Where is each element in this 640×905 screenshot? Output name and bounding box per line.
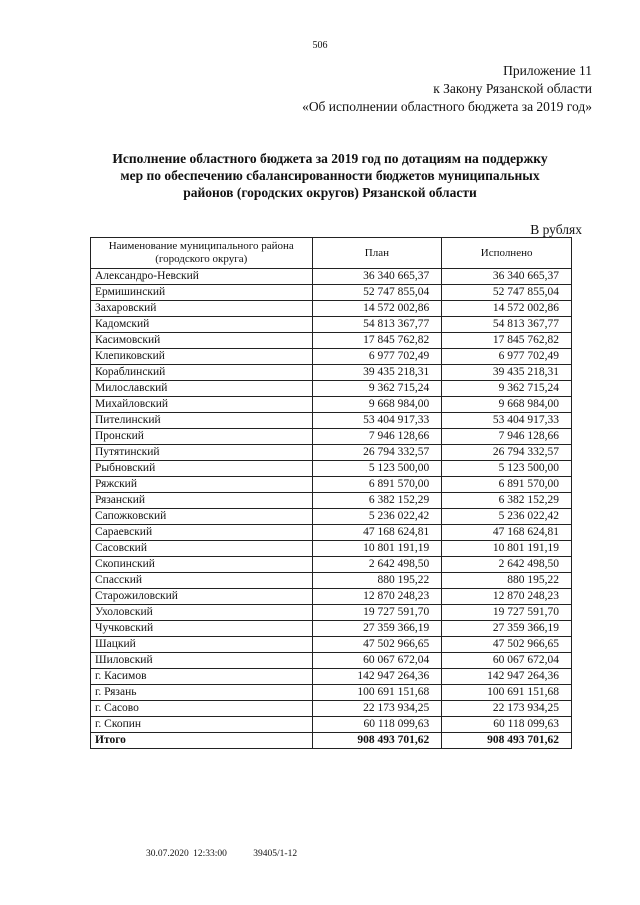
cell-executed: 6 977 702,49 <box>442 349 572 365</box>
table-row <box>91 669 572 685</box>
table-row <box>91 429 572 445</box>
cell-municipality: Чучковский <box>91 621 313 637</box>
table-row <box>91 653 572 669</box>
cell-plan: 6 382 152,29 <box>312 493 442 509</box>
table-row <box>91 349 572 365</box>
cell-plan: 2 642 498,50 <box>312 557 442 573</box>
table-row <box>91 573 572 589</box>
cell-executed: 22 173 934,25 <box>442 701 572 717</box>
appendix-header <box>302 62 592 116</box>
cell-plan: 17 845 762,82 <box>312 333 442 349</box>
budget-table <box>90 237 572 749</box>
cell-plan: 52 747 855,04 <box>312 285 442 301</box>
cell-executed: 39 435 218,31 <box>442 365 572 381</box>
cell-municipality: Ряжский <box>91 477 313 493</box>
cell-executed: 60 118 099,63 <box>442 717 572 733</box>
cell-municipality: Рыбновский <box>91 461 313 477</box>
cell-executed: 7 946 128,66 <box>442 429 572 445</box>
table-row <box>91 509 572 525</box>
cell-municipality: Скопинский <box>91 557 313 573</box>
appendix-line-2: к Закону Рязанской области <box>433 81 592 96</box>
cell-plan: 880 195,22 <box>312 573 442 589</box>
cell-executed: 9 362 715,24 <box>442 381 572 397</box>
table-row <box>91 557 572 573</box>
cell-municipality: Сасовский <box>91 541 313 557</box>
cell-executed: 5 123 500,00 <box>442 461 572 477</box>
cell-plan: 142 947 264,36 <box>312 669 442 685</box>
cell-executed: 12 870 248,23 <box>442 589 572 605</box>
cell-plan: 9 668 984,00 <box>312 397 442 413</box>
cell-municipality: г. Сасово <box>91 701 313 717</box>
table-row <box>91 589 572 605</box>
table-row <box>91 269 572 285</box>
cell-municipality: Александро-Невский <box>91 269 313 285</box>
cell-plan: 39 435 218,31 <box>312 365 442 381</box>
cell-total-label: Итого <box>91 733 313 749</box>
cell-municipality: Шиловский <box>91 653 313 669</box>
cell-municipality: г. Скопин <box>91 717 313 733</box>
header-executed: Исполнено <box>442 238 572 269</box>
cell-plan: 6 891 570,00 <box>312 477 442 493</box>
cell-municipality: Ухоловский <box>91 605 313 621</box>
cell-executed: 27 359 366,19 <box>442 621 572 637</box>
cell-municipality: Кадомский <box>91 317 313 333</box>
cell-municipality: Шацкий <box>91 637 313 653</box>
cell-executed: 36 340 665,37 <box>442 269 572 285</box>
cell-executed: 47 168 624,81 <box>442 525 572 541</box>
cell-plan: 47 502 966,65 <box>312 637 442 653</box>
cell-plan: 12 870 248,23 <box>312 589 442 605</box>
cell-municipality: г. Рязань <box>91 685 313 701</box>
cell-plan: 60 118 099,63 <box>312 717 442 733</box>
cell-municipality: Сапожковский <box>91 509 313 525</box>
cell-municipality: Ермишинский <box>91 285 313 301</box>
page-number: 506 <box>312 40 328 51</box>
cell-plan: 47 168 624,81 <box>312 525 442 541</box>
cell-municipality: Пителинский <box>91 413 313 429</box>
cell-municipality: Сараевский <box>91 525 313 541</box>
cell-executed: 47 502 966,65 <box>442 637 572 653</box>
cell-executed: 17 845 762,82 <box>442 333 572 349</box>
table-row <box>91 525 572 541</box>
cell-municipality: Старожиловский <box>91 589 313 605</box>
cell-executed: 26 794 332,57 <box>442 445 572 461</box>
table-row <box>91 493 572 509</box>
cell-plan: 60 067 672,04 <box>312 653 442 669</box>
cell-plan: 5 123 500,00 <box>312 461 442 477</box>
table-row <box>91 365 572 381</box>
cell-plan: 9 362 715,24 <box>312 381 442 397</box>
header-plan: План <box>312 238 442 269</box>
cell-plan: 5 236 022,42 <box>312 509 442 525</box>
table-row <box>91 317 572 333</box>
cell-municipality: Милославский <box>91 381 313 397</box>
cell-municipality: г. Касимов <box>91 669 313 685</box>
table-row <box>91 541 572 557</box>
cell-executed: 6 891 570,00 <box>442 477 572 493</box>
cell-executed: 54 813 367,77 <box>442 317 572 333</box>
table-row <box>91 685 572 701</box>
cell-municipality: Кораблинский <box>91 365 313 381</box>
appendix-line-1: Приложение 11 <box>503 63 592 78</box>
cell-executed: 2 642 498,50 <box>442 557 572 573</box>
cell-municipality: Михайловский <box>91 397 313 413</box>
cell-plan: 26 794 332,57 <box>312 445 442 461</box>
table-row <box>91 701 572 717</box>
cell-municipality: Путятинский <box>91 445 313 461</box>
table-header-row <box>91 238 572 269</box>
cell-plan: 100 691 151,68 <box>312 685 442 701</box>
table-row <box>91 717 572 733</box>
table-row <box>91 285 572 301</box>
appendix-line-3: «Об исполнении областного бюджета за 2019 год» <box>302 99 592 114</box>
table-row <box>91 397 572 413</box>
cell-municipality: Спасский <box>91 573 313 589</box>
cell-plan: 7 946 128,66 <box>312 429 442 445</box>
table-row <box>91 301 572 317</box>
table-row <box>91 637 572 653</box>
document-title <box>80 150 580 201</box>
cell-municipality: Клепиковский <box>91 349 313 365</box>
cell-total-executed: 908 493 701,62 <box>442 733 572 749</box>
title-line-1: Исполнение областного бюджета за 2019 год по дотациям на поддержку <box>112 151 548 166</box>
cell-plan: 10 801 191,19 <box>312 541 442 557</box>
cell-executed: 9 668 984,00 <box>442 397 572 413</box>
table-body <box>91 269 572 749</box>
table-row <box>91 477 572 493</box>
footer <box>146 849 319 859</box>
cell-municipality: Рязанский <box>91 493 313 509</box>
cell-plan: 54 813 367,77 <box>312 317 442 333</box>
table-row <box>91 445 572 461</box>
table-total-row <box>91 733 572 749</box>
cell-executed: 5 236 022,42 <box>442 509 572 525</box>
cell-plan: 6 977 702,49 <box>312 349 442 365</box>
table-row <box>91 333 572 349</box>
table-row <box>91 461 572 477</box>
table-row <box>91 381 572 397</box>
cell-executed: 6 382 152,29 <box>442 493 572 509</box>
cell-municipality: Пронский <box>91 429 313 445</box>
cell-executed: 60 067 672,04 <box>442 653 572 669</box>
cell-plan: 19 727 591,70 <box>312 605 442 621</box>
cell-plan: 14 572 002,86 <box>312 301 442 317</box>
table-row <box>91 413 572 429</box>
cell-executed: 19 727 591,70 <box>442 605 572 621</box>
title-line-2: мер по обеспечению сбалансированности бюджетов муниципальных <box>120 168 540 183</box>
cell-executed: 14 572 002,86 <box>442 301 572 317</box>
cell-total-plan: 908 493 701,62 <box>312 733 442 749</box>
cell-executed: 53 404 917,33 <box>442 413 572 429</box>
table-row <box>91 621 572 637</box>
cell-executed: 52 747 855,04 <box>442 285 572 301</box>
cell-plan: 36 340 665,37 <box>312 269 442 285</box>
footer-doc-id: 39405/1-12 <box>253 849 298 859</box>
cell-executed: 100 691 151,68 <box>442 685 572 701</box>
cell-executed: 142 947 264,36 <box>442 669 572 685</box>
cell-plan: 22 173 934,25 <box>312 701 442 717</box>
header-municipality: Наименование муниципального района (городского округа) <box>91 238 313 269</box>
cell-executed: 880 195,22 <box>442 573 572 589</box>
cell-municipality: Касимовский <box>91 333 313 349</box>
cell-municipality: Захаровский <box>91 301 313 317</box>
cell-plan: 53 404 917,33 <box>312 413 442 429</box>
footer-timestamp: 30.07.2020 12:33:00 <box>146 849 227 859</box>
title-line-3: районов (городских округов) Рязанской области <box>183 185 477 200</box>
units-label: В рублях <box>530 222 582 237</box>
cell-plan: 27 359 366,19 <box>312 621 442 637</box>
table-row <box>91 605 572 621</box>
cell-executed: 10 801 191,19 <box>442 541 572 557</box>
